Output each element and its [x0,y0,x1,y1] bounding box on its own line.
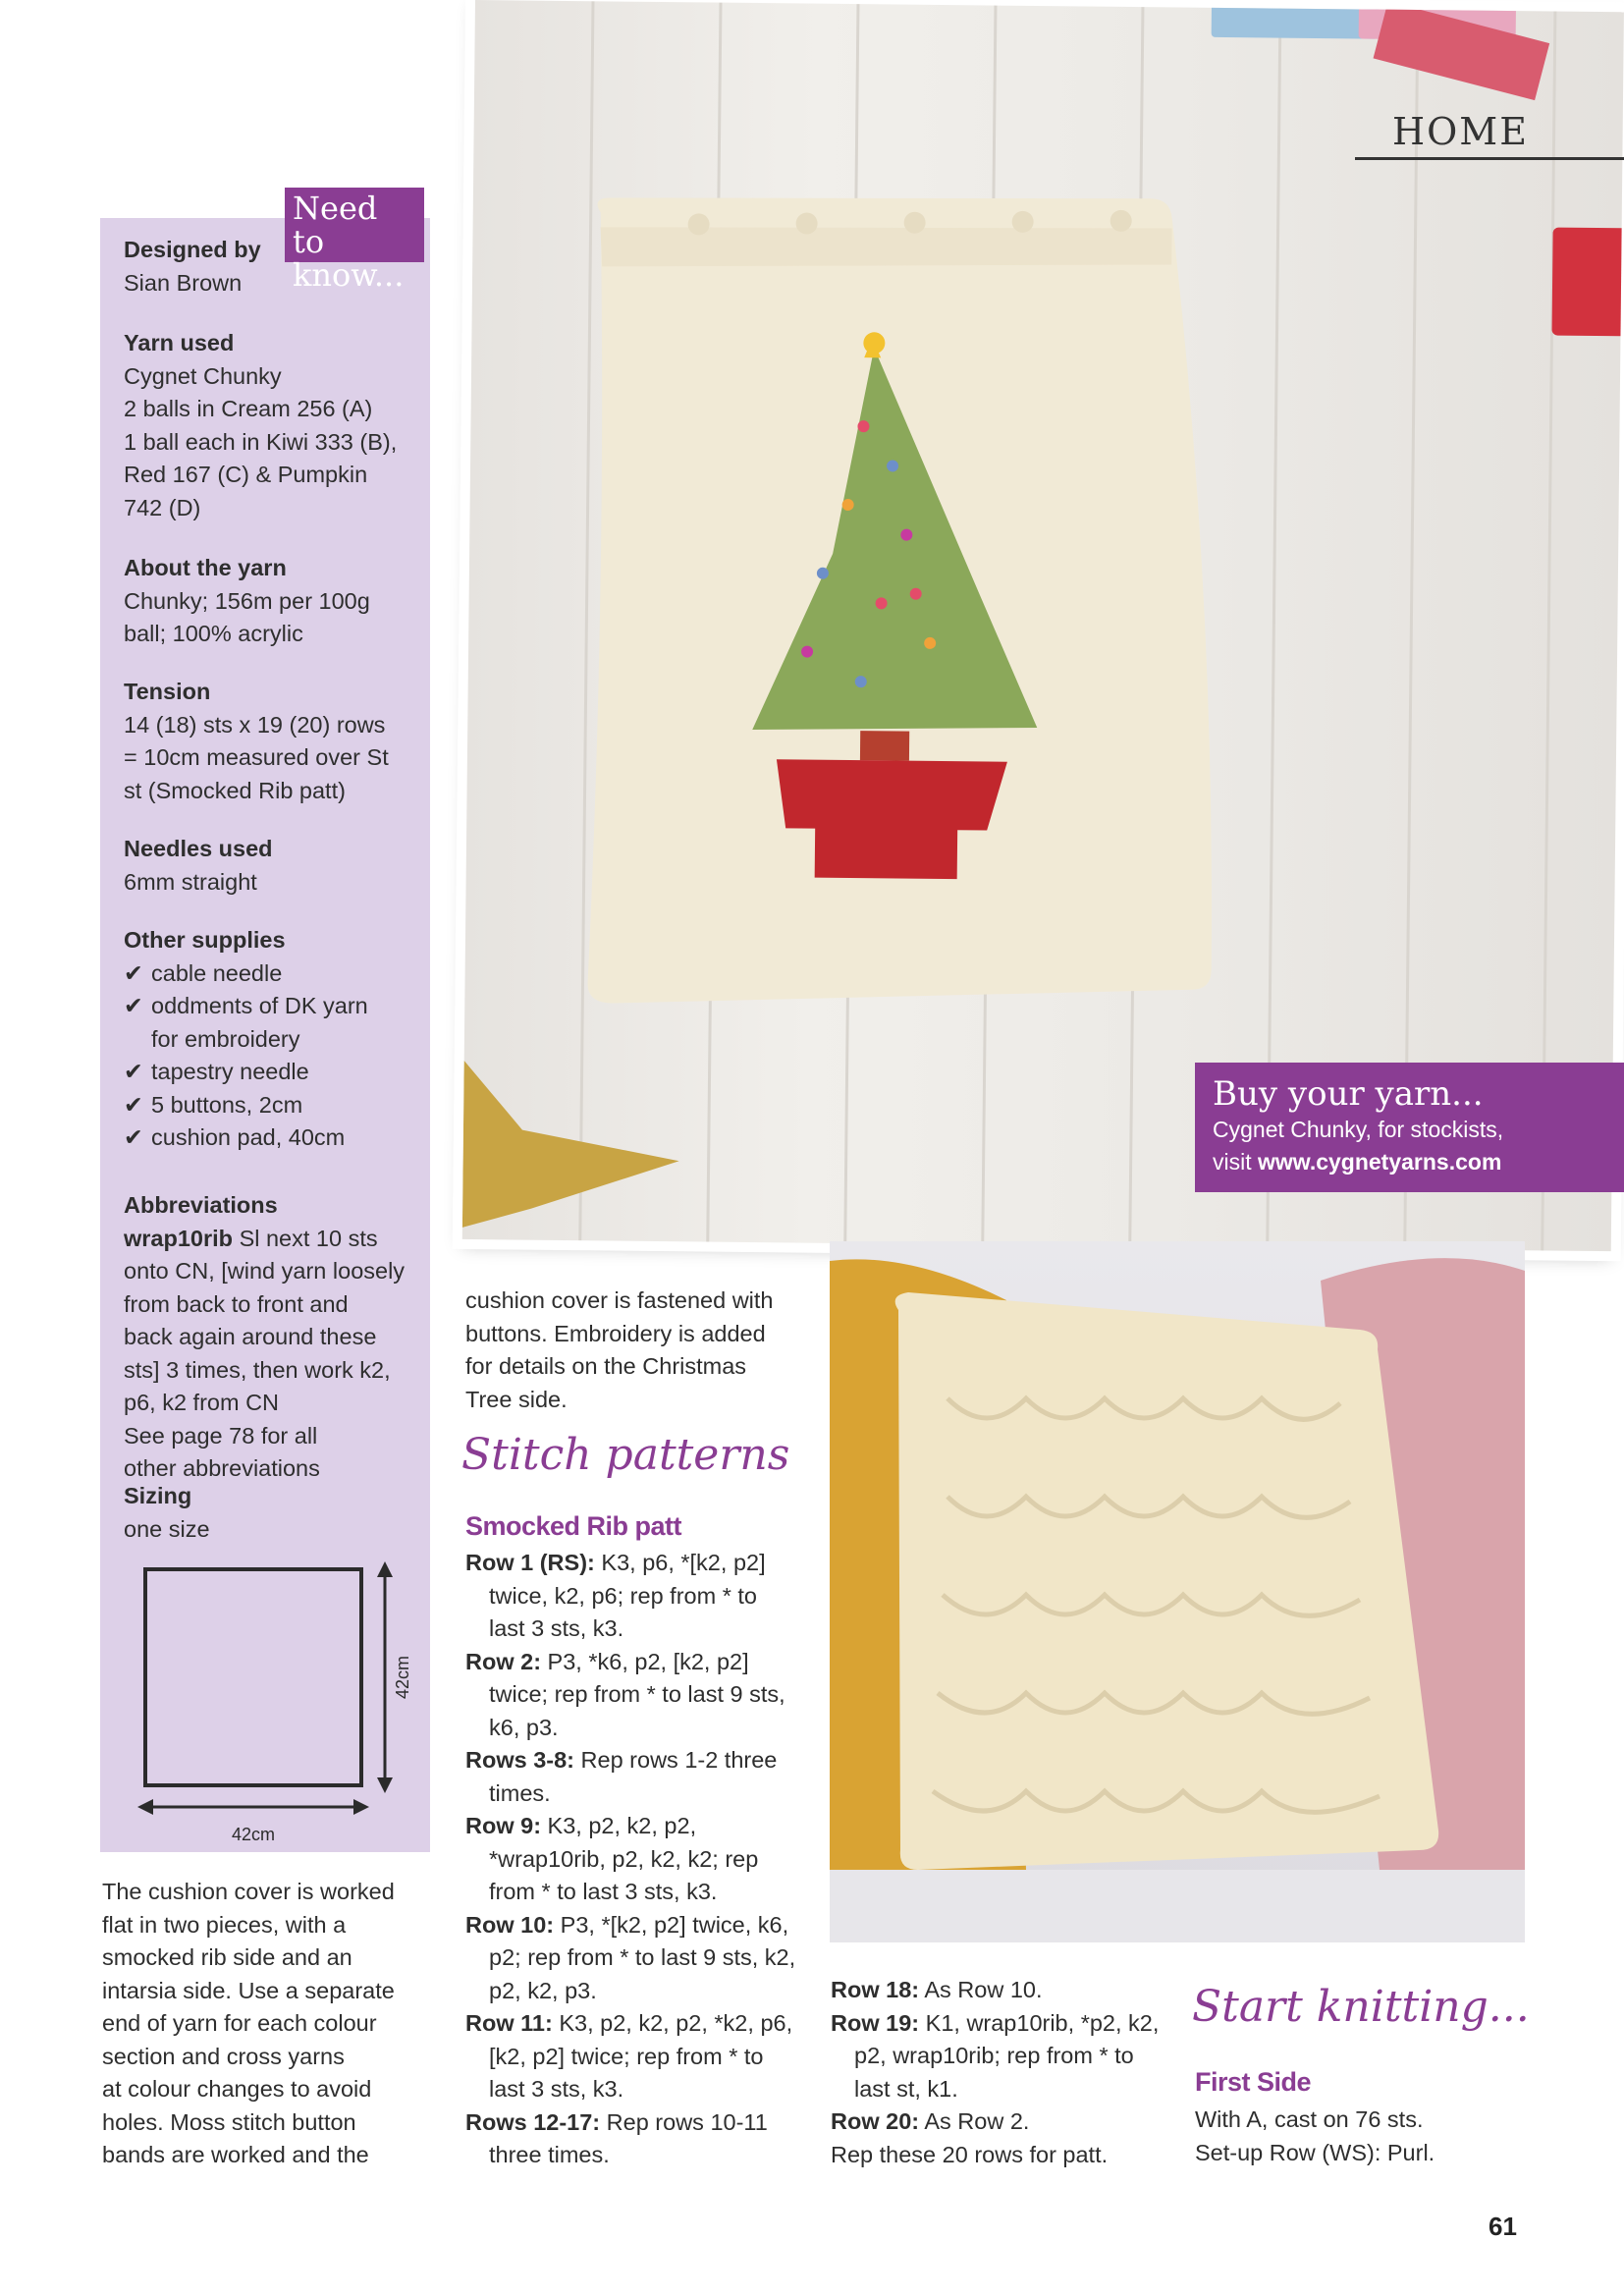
pattern-row: Row 2: P3, *k6, p2, [k2, p2] twice; rep from * to last 9 sts, k6, p3. [465,1648,785,1740]
abbreviation-line: See page 78 for all [124,1422,318,1449]
buy-line1: Cygnet Chunky, for stockists, [1213,1117,1504,1142]
width-label: 42cm [231,1825,276,1844]
pattern-row: Row 9: K3, p2, k2, p2, *wrap10rib, p2, k2, k2; rep from * to last 3 sts, k3. [465,1813,759,1904]
about-yarn-line: Chunky; 156m per 100g [124,587,370,614]
sizing-value: one size [124,1515,210,1542]
smocked-cushions-photo [830,1241,1525,1942]
abbreviation-line: sts] 3 times, then work k2, [124,1356,391,1383]
intro-line: section and cross yarns [102,2043,345,2069]
intro-line: at colour changes to avoid [102,2076,372,2102]
sizing-heading: Sizing [124,1483,192,1508]
intro-continued [465,1285,799,1416]
arrow-head-icon [137,1799,153,1815]
tick-icon: ✔ [124,959,143,986]
designer-name: Sian Brown [124,269,243,296]
smocked-rib-subheading: Smocked Rib patt [465,1511,682,1541]
abbreviations-heading: Abbreviations [124,1192,278,1218]
supply-item-continuation: for embroidery [151,1025,300,1052]
buy-title: Buy your yarn... [1213,1074,1484,1114]
intro-line: intarsia side. Use a separate [102,1977,395,2003]
needles-heading: Needles used [124,836,273,861]
tension-line: st (Smocked Rib patt) [124,777,346,803]
needles-used [124,833,418,899]
abbreviation-line: from back to front and [124,1290,349,1317]
intro-line: flat in two pieces, with a [102,1911,347,1938]
yarn-line: Red 167 (C) & Pumpkin [124,462,368,487]
buy-line2-prefix: visit [1213,1149,1258,1175]
about-yarn [124,552,418,651]
yarn-used-heading: Yarn used [124,330,235,355]
intro-line: bands are worked and the [102,2142,369,2167]
tension-line: = 10cm measured over St [124,744,389,770]
stitch-rows [465,1547,799,2172]
pattern-row: Row 20: As Row 2. [831,2108,1030,2134]
first-side-subheading: First Side [1195,2067,1312,2097]
supply-item: ✔ oddments of DK yarn [124,990,418,1023]
tension-line: 14 (18) sts x 19 (20) rows [124,711,386,738]
yarn-line: Cygnet Chunky [124,362,282,389]
intro-line: Tree side. [465,1386,568,1412]
intro-line: buttons. Embroidery is added [465,1320,766,1346]
pattern-row: Row 1 (RS): K3, p6, *[k2, p2] twice, k2, p6; rep from * to last 3 sts, k3. [465,1550,766,1641]
abbreviation-line: p6, k2 from CN [124,1390,280,1415]
stitch-rows-continued [831,1974,1164,2171]
page-number: 61 [1489,2212,1517,2241]
abbreviations [124,1189,418,1486]
stitch-patterns-heading: Stitch patterns [461,1430,790,1480]
repeat-note: Rep these 20 rows for patt. [831,2141,1109,2167]
buy-url[interactable]: www.cygnetyarns.com [1258,1149,1502,1175]
about-yarn-line: ball; 100% acrylic [124,621,303,646]
tick-icon: ✔ [124,1124,143,1150]
intro-text [102,1876,436,2172]
yarn-line: 2 balls in Cream 256 (A) [124,396,373,421]
supplies-heading: Other supplies [124,927,286,953]
intro-line: smocked rib side and an [102,1944,352,1970]
supply-item: ✔ 5 buttons, 2cm [124,1089,418,1122]
designed-by-heading: Designed by [124,237,261,262]
buy-line2 [1213,1146,1606,1178]
section-label: HOME [1392,110,1529,153]
about-yarn-heading: About the yarn [124,555,287,580]
tick-icon: ✔ [124,1059,143,1084]
supply-item: ✔ cushion pad, 40cm [124,1121,418,1155]
abbreviation-line: onto CN, [wind yarn loosely [124,1258,406,1284]
pattern-row: Row 11: K3, p2, k2, p2, *k2, p6, [k2, p2] twice; rep from * to last 3 sts, k3. [465,2010,793,2102]
tick-icon: ✔ [124,1091,143,1118]
instruction-line: With A, cast on 76 sts. [1195,2106,1424,2132]
pattern-row: Rows 3-8: Rep rows 1-2 three times. [465,1747,778,1806]
pattern-row: Rows 12-17: Rep rows 10-11 three times. [465,2108,768,2167]
supply-item: ✔ cable needle [124,957,418,991]
yarn-line: 1 ball each in Kiwi 333 (B), [124,428,398,455]
tension [124,676,418,807]
needles-line: 6mm straight [124,868,257,895]
yarn-line: 742 (D) [124,494,201,520]
tension-heading: Tension [124,679,211,704]
pattern-row: Row 19: K1, wrap10rib, *p2, k2, p2, wrap10rib; rep from * to last st, k1. [831,2009,1160,2102]
intro-line: cushion cover is fastened with [465,1287,774,1313]
size-square [145,1569,361,1785]
intro-line: end of yarn for each colour [102,2010,377,2036]
abbreviation-line: back again around these [124,1324,377,1349]
pattern-row: Row 18: As Row 10. [831,1977,1043,2002]
need-to-know-badge: Need to know... [285,188,424,262]
tick-icon: ✔ [124,993,143,1018]
smocked-cushions-illustration [830,1241,1525,1942]
arrow-head-icon [353,1799,369,1815]
height-label: 42cm [393,1655,412,1700]
supply-item: ✔ tapestry needle [124,1056,418,1089]
size-diagram [128,1554,422,1848]
pattern-row: Row 10: P3, *[k2, p2] twice, k6, p2; rep from * to last 9 sts, k2, p2, k2, p3. [465,1911,796,2003]
sizing [124,1480,418,1546]
buy-your-yarn-box [1195,1063,1624,1192]
abbreviation-term: wrap10rib [124,1225,234,1251]
yarn-used [124,327,418,524]
start-knitting-heading: Start knitting... [1192,1982,1530,2032]
intro-line: The cushion cover is worked [102,1879,395,1904]
intro-line: holes. Moss stitch button [102,2108,356,2135]
arrow-head-icon [377,1561,393,1577]
abbreviation-line: other abbreviations [124,1455,320,1481]
instruction-line: Set-up Row (WS): Purl. [1195,2139,1435,2165]
intro-line: for details on the Christmas [465,1353,747,1379]
section-rule [1355,157,1624,160]
other-supplies [124,924,418,1155]
abbreviation-line: wrap10rib Sl next 10 sts [124,1225,378,1251]
size-diagram-svg [128,1554,422,1848]
arrow-head-icon [377,1777,393,1793]
first-side-text [1195,2104,1509,2169]
